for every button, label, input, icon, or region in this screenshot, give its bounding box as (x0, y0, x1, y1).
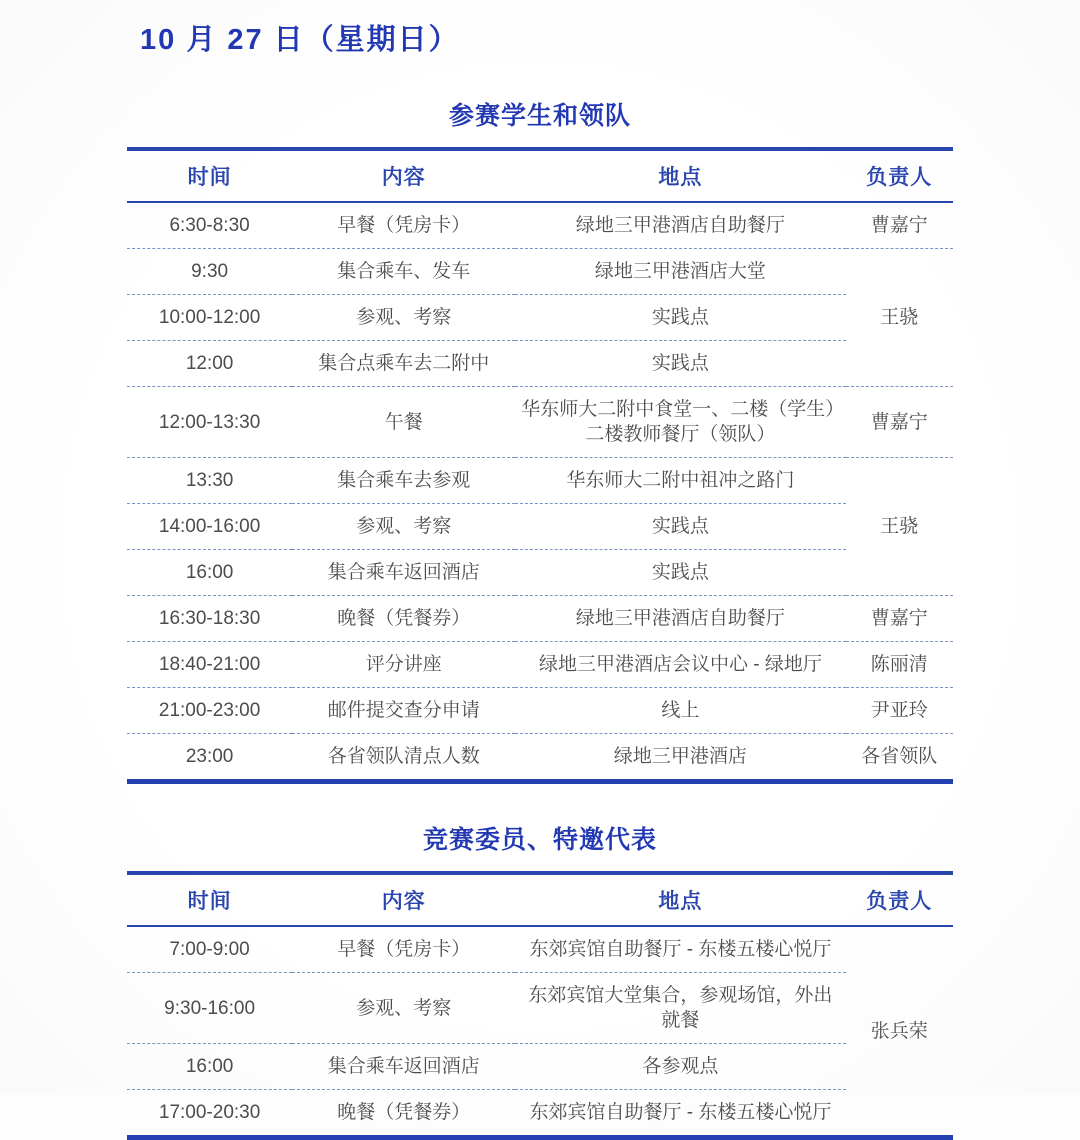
location-line: 华东师大二附中食堂一、二楼（学生） (521, 399, 845, 420)
location-line: 实践点 (651, 562, 709, 583)
time-cell: 14:00-16:00 (127, 504, 292, 550)
column-header-time: 时间 (127, 149, 292, 202)
location-cell (515, 249, 845, 295)
table-row (127, 1090, 953, 1138)
location-line: 各参观点 (642, 1056, 719, 1077)
content-cell: 集合乘车返回酒店 (292, 550, 515, 596)
content-cell: 早餐（凭房卡） (292, 202, 515, 249)
table-header-row (127, 149, 953, 202)
table-row (127, 504, 953, 550)
content-cell: 集合点乘车去二附中 (292, 341, 515, 387)
time-cell: 12:00-13:30 (127, 387, 292, 458)
content-cell: 晚餐（凭餐券） (292, 596, 515, 642)
location-line: 绿地三甲港酒店会议中心 - 绿地厅 (538, 654, 822, 675)
table-row (127, 249, 953, 295)
section-participants (0, 96, 1080, 784)
content-cell: 集合乘车去参观 (292, 458, 515, 504)
time-cell: 16:30-18:30 (127, 596, 292, 642)
table-row (127, 642, 953, 688)
time-cell: 9:30 (127, 249, 292, 295)
table-header-row (127, 873, 953, 926)
location-line: 线上 (661, 700, 700, 721)
location-line: 绿地三甲港酒店自助餐厅 (575, 608, 785, 629)
time-cell: 9:30-16:00 (127, 973, 292, 1044)
section-committee (0, 820, 1080, 1140)
column-header-location: 地点 (515, 873, 845, 926)
location-cell (515, 926, 845, 973)
column-header-person: 负责人 (846, 149, 953, 202)
time-cell: 13:30 (127, 458, 292, 504)
time-cell: 23:00 (185, 746, 234, 767)
person-cell: 尹亚玲 (846, 688, 953, 734)
location-cell (515, 973, 845, 1044)
location-cell (515, 295, 845, 341)
location-cell (515, 202, 845, 249)
content-cell: 参观、考察 (292, 504, 515, 550)
content-cell: 集合乘车、发车 (292, 249, 515, 295)
section-participants-title: 参赛学生和领队 (448, 102, 631, 130)
location-cell (515, 458, 845, 504)
content-cell: 参观、考察 (292, 973, 515, 1044)
time-cell: 6:30-8:30 (127, 202, 292, 249)
location-line: 绿地三甲港酒店 (613, 746, 747, 767)
content-cell: 参观、考察 (292, 295, 515, 341)
location-cell (515, 504, 845, 550)
time-cell: 21:00-23:00 (127, 688, 292, 734)
person-cell: 曹嘉宁 (846, 596, 953, 642)
location-line: 实践点 (651, 516, 709, 537)
person-cell: 各省领队 (861, 746, 938, 767)
content-cell: 早餐（凭房卡） (292, 926, 515, 973)
person-cell: 王骁 (846, 249, 953, 387)
time-cell: 18:40-21:00 (127, 642, 292, 688)
table-row (127, 458, 953, 504)
column-header-time: 时间 (127, 873, 292, 926)
committee-schedule-table (127, 871, 953, 1140)
table-row (127, 1044, 953, 1090)
table-body (127, 926, 953, 1138)
location-cell (515, 596, 845, 642)
person-cell: 曹嘉宁 (846, 202, 953, 249)
time-cell: 7:00-9:00 (127, 926, 292, 973)
table-row (127, 973, 953, 1044)
location-line: 实践点 (651, 307, 709, 328)
time-cell: 10:00-12:00 (127, 295, 292, 341)
location-line: 绿地三甲港酒店大堂 (594, 261, 766, 282)
location-line: 华东师大二附中祖冲之路门 (566, 470, 795, 491)
location-line: 二楼教师餐厅（领队） (585, 424, 776, 445)
location-cell (515, 688, 845, 734)
content-cell: 评分讲座 (292, 642, 515, 688)
table-row (127, 596, 953, 642)
location-line: 东郊宾馆大堂集合，参观场馆，外出就餐 (528, 985, 833, 1031)
content-cell: 各省领队清点人数 (327, 746, 480, 767)
location-line: 实践点 (651, 353, 709, 374)
participants-schedule-table (127, 147, 953, 784)
location-cell (515, 387, 845, 458)
location-cell (515, 1044, 845, 1090)
person-cell: 陈丽清 (846, 642, 953, 688)
location-cell (515, 642, 845, 688)
column-header-location: 地点 (515, 149, 845, 202)
table-body (127, 202, 953, 782)
time-cell: 12:00 (127, 341, 292, 387)
time-cell: 16:00 (127, 550, 292, 596)
person-cell: 曹嘉宁 (846, 387, 953, 458)
location-cell (515, 550, 845, 596)
table-row (127, 341, 953, 387)
location-line: 绿地三甲港酒店自助餐厅 (575, 215, 785, 236)
time-cell: 17:00-20:30 (158, 1102, 261, 1123)
content-cell: 集合乘车返回酒店 (292, 1044, 515, 1090)
location-line: 东郊宾馆自助餐厅 - 东楼五楼心悦厅 (529, 1102, 832, 1123)
location-cell (515, 1090, 845, 1138)
content-cell: 晚餐（凭餐券） (337, 1102, 471, 1123)
page-title: 10 月 27 日（星期日） (140, 24, 460, 56)
table-row (127, 550, 953, 596)
section-committee-title: 竞赛委员、特邀代表 (422, 826, 657, 854)
table-row (127, 734, 953, 782)
table-row (127, 688, 953, 734)
table-row (127, 387, 953, 458)
column-header-person: 负责人 (846, 873, 953, 926)
column-header-content: 内容 (292, 873, 515, 926)
location-line: 东郊宾馆自助餐厅 - 东楼五楼心悦厅 (529, 939, 832, 960)
person-cell: 张兵荣 (870, 1020, 928, 1042)
content-cell: 午餐 (292, 387, 515, 458)
table-row (127, 295, 953, 341)
location-cell (515, 734, 845, 782)
table-row (127, 202, 953, 249)
location-cell (515, 341, 845, 387)
content-cell: 邮件提交查分申请 (292, 688, 515, 734)
time-cell: 16:00 (127, 1044, 292, 1090)
table-row (127, 926, 953, 973)
column-header-content: 内容 (292, 149, 515, 202)
person-cell: 王骁 (846, 458, 953, 596)
